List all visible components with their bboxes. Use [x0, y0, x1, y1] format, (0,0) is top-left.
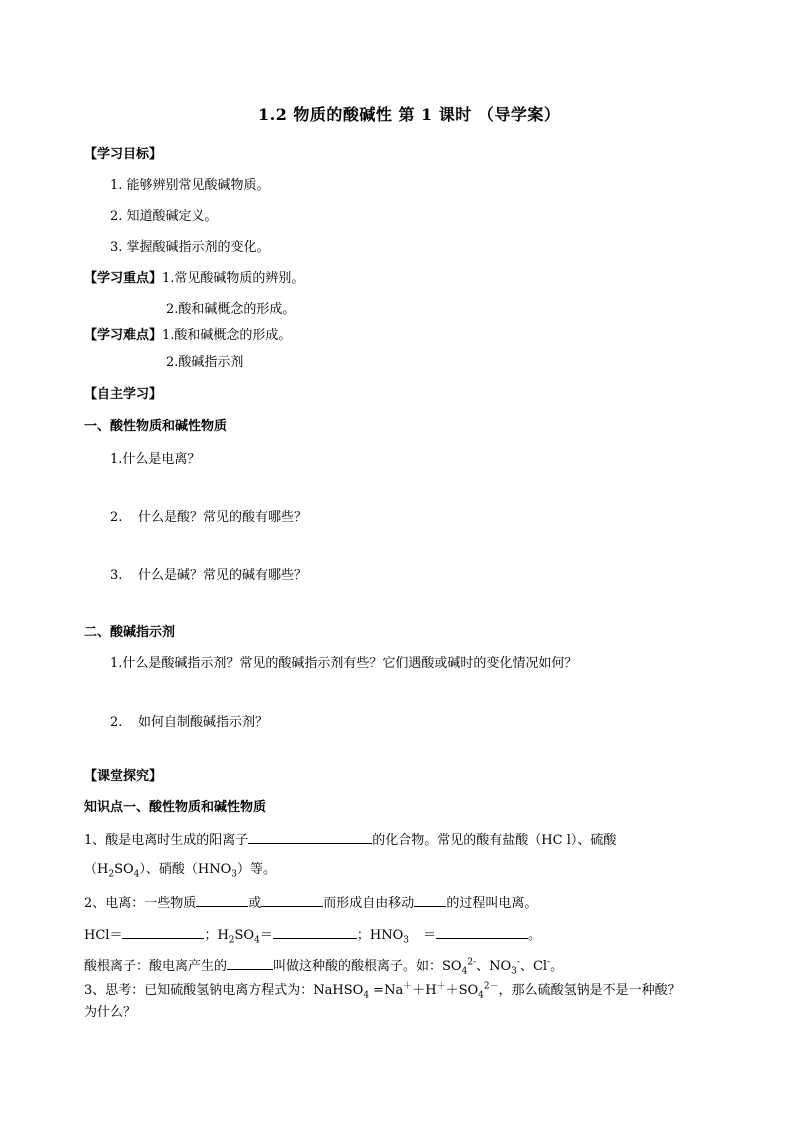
text: 。: [527, 928, 541, 943]
section-title: 二、酸碱指示剂: [84, 625, 176, 640]
fill-blank[interactable]: [414, 893, 446, 907]
text: ）等。: [237, 862, 277, 877]
text: ＋H: [412, 983, 437, 998]
paragraph: [84, 893, 537, 913]
text: ；HNO: [356, 928, 404, 943]
fill-blank[interactable]: [248, 830, 372, 844]
fill-blank[interactable]: [436, 925, 528, 939]
text: ，那么硫酸氢钠是不是一种酸？: [498, 983, 681, 998]
text: 、NO: [476, 959, 512, 974]
superscript: ＋: [403, 981, 413, 992]
subscript: 4: [254, 935, 260, 946]
objectives-heading: 【学习目标】: [84, 147, 163, 162]
text: 2、电离：一些物质: [84, 896, 197, 911]
question: 1.什么是酸碱指示剂？常见的酸碱指示剂有些？它们遇酸或碱时的变化情况如何？: [110, 656, 578, 671]
paragraph: [84, 956, 563, 976]
text: 、Cl: [519, 959, 548, 974]
text: ；H: [204, 928, 229, 943]
section-title: 一、酸性物质和碱性物质: [84, 419, 228, 434]
key-points: [84, 270, 304, 288]
text: （H: [84, 862, 109, 877]
subscript: 4: [461, 966, 468, 977]
question-text: 如何自制酸碱指示剂？: [138, 715, 269, 730]
text: 。: [550, 959, 564, 974]
classroom-heading: 【课堂探究】: [84, 769, 163, 784]
objective-item: 2. 知道酸碱定义。: [110, 209, 218, 224]
question: [110, 509, 307, 527]
text: 1、酸是电离时生成的阳离子: [84, 833, 249, 848]
text: HCl＝: [84, 928, 123, 943]
superscript: -: [516, 957, 520, 968]
text: =Na: [369, 983, 404, 998]
paragraph: [84, 830, 616, 850]
text: SO: [114, 862, 134, 877]
key-point-item: 2.酸和碱概念的形成。: [166, 302, 296, 317]
fill-blank[interactable]: [122, 925, 204, 939]
subscript: 2: [108, 869, 115, 880]
question: [110, 567, 307, 585]
question-text: 什么是碱？常见的碱有哪些？: [138, 568, 308, 583]
key-point-item: 1.常见酸碱物质的辨别。: [162, 271, 305, 286]
objective-item: 3. 掌握酸碱指示剂的变化。: [110, 240, 270, 255]
subscript: 3: [403, 935, 409, 946]
key-points-heading: 【学习重点】: [84, 271, 163, 286]
paragraph: [84, 861, 276, 879]
fill-blank[interactable]: [227, 956, 273, 970]
text: 的过程叫电离。: [446, 896, 538, 911]
text: 酸根离子：酸电离产生的: [84, 959, 228, 974]
text: ＝: [422, 928, 436, 943]
text: ＋SO: [445, 983, 479, 998]
question: 1.什么是电离？: [110, 452, 201, 467]
paragraph: [84, 982, 681, 1000]
question-number: 2.: [110, 715, 123, 730]
text: 3、思考：已知硫酸氢钠电离方程式为：NaHSO: [84, 983, 364, 998]
difficulties: [84, 327, 291, 345]
question-text: 什么是酸？常见的酸有哪些？: [138, 510, 308, 525]
fill-blank[interactable]: [261, 893, 323, 907]
text: ＝: [259, 928, 273, 943]
subscript: 3: [511, 966, 517, 977]
subscript: 4: [133, 869, 140, 880]
fill-blank[interactable]: [196, 893, 248, 907]
text: ）、硝酸（HNO: [139, 862, 232, 877]
superscript: 2－: [483, 981, 499, 992]
text: 或: [248, 896, 262, 911]
question: [110, 714, 268, 732]
difficulties-heading: 【学习难点】: [84, 328, 163, 343]
self-study-heading: 【自主学习】: [84, 387, 163, 402]
difficulty-item: 1.酸和碱概念的形成。: [162, 328, 292, 343]
fill-blank[interactable]: [273, 925, 357, 939]
subscript: 4: [363, 990, 370, 1001]
page-title: 1.2 物质的酸碱性 第 1 课时 （导学案）: [258, 105, 561, 124]
subscript: 4: [478, 990, 484, 1001]
objective-item: 1. 能够辨别常见酸碱物质。: [110, 178, 270, 193]
difficulty-item: 2.酸碱指示剂: [166, 355, 244, 370]
question-number: 2.: [110, 510, 123, 525]
superscript: ＋: [436, 981, 446, 992]
knowledge-point-title: 知识点一、酸性物质和碱性物质: [84, 800, 267, 815]
text: 叫做这种酸的酸根离子。如：SO: [273, 959, 462, 974]
text: 的化合物。常见的酸有盐酸（HC l）、硫酸: [372, 833, 617, 848]
subscript: 3: [231, 869, 237, 880]
ionization-equations: [84, 925, 541, 945]
superscript: 2-: [467, 957, 477, 968]
subscript: 2: [228, 935, 235, 946]
text: SO: [234, 928, 255, 943]
question-number: 3.: [110, 568, 123, 583]
text: 而形成自由移动: [323, 896, 415, 911]
paragraph: 为什么？: [84, 1005, 137, 1020]
superscript: -: [547, 957, 551, 968]
